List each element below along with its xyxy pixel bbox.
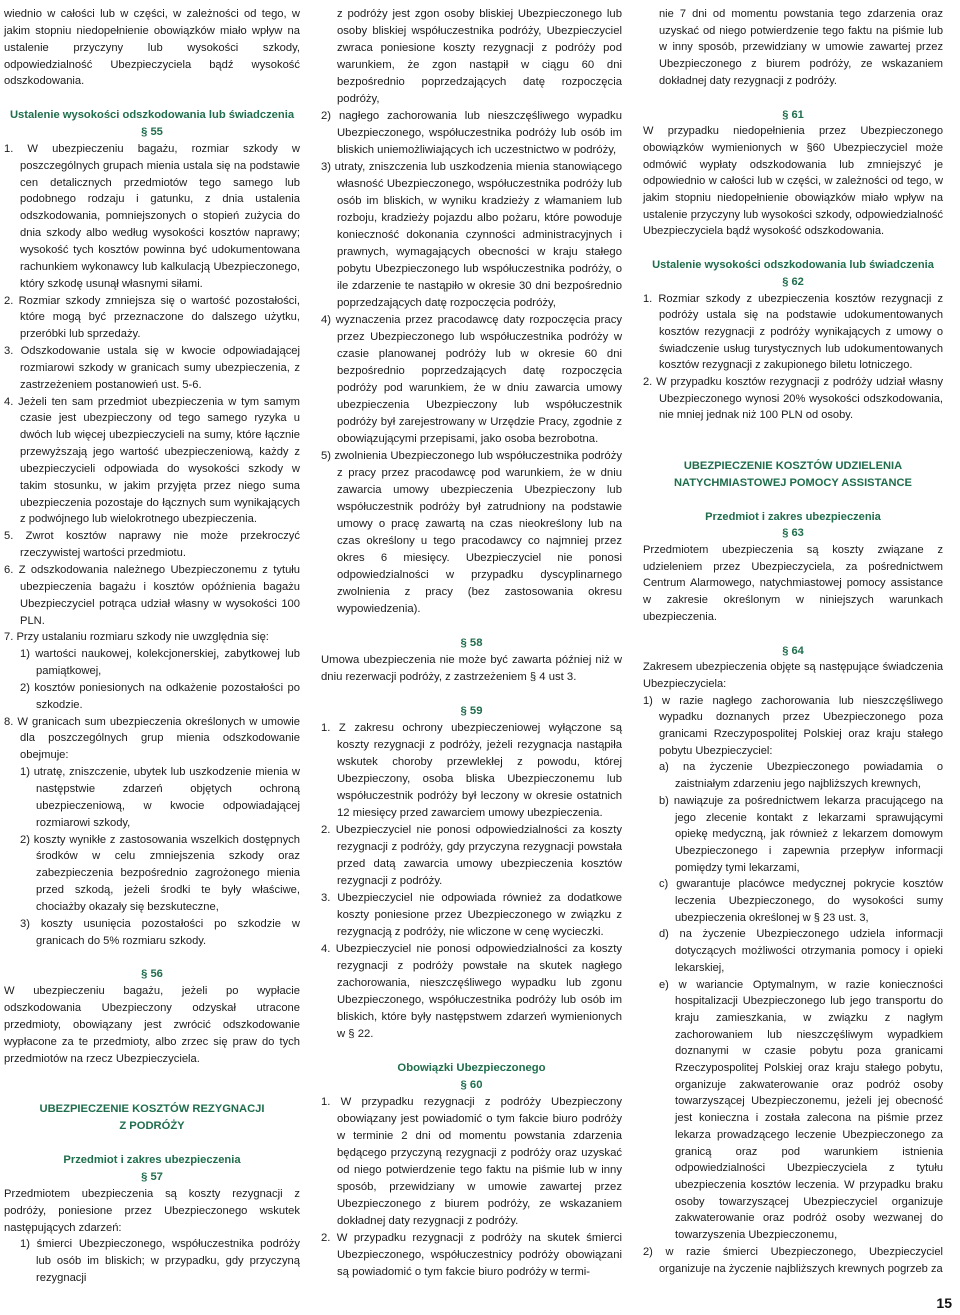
paragraph-55-6: 6. Z odszkodowania należnego Ubezpieczonemu z tytułu ubezpieczenia bagażu i kosztów opóźnienia bagażu Ubezpieczyciel potrąca udział własny w wysokości 100 PLN. [4,564,300,627]
heading-chapter-rezygnacja-line1: UBEZPIECZENIE KOSZTÓW REZYGNACJI [39,1103,265,1116]
paragraph-64: Zakresem ubezpieczenia objęte są następujące świadczenia Ubezpieczyciela: [643,661,943,690]
paragraph-55-7: 7. Przy ustalaniu rozmiaru szkody nie uwzględnia się: [4,631,269,644]
heading-section-59: § 59 [460,705,483,717]
list-item-64-2: 2) w razie śmierci Ubezpieczonego, Ubezpieczyciel organizuje na życzenie najbliższych krewnych pogrzeb za [643,1245,943,1275]
heading-section-64: § 64 [782,644,804,657]
list-item-64-1: 1) w razie nagłego zachorowania lub nieszczęśliwego wypadku doznanych przez Ubezpieczonego poza granicami Rzeczypospolitej Polskiej oraz kraju stałego pobytu Ubezpieczyciel: [643,694,943,757]
list-item-57-1-continued: z podróży jest zgon osoby bliskiej Ubezpieczonego lub osoby bliskiej współuczestnika podróży, Ubezpieczyciel zwraca poniesione koszty rezygnacji z podróży pod warunkiem, że zgon nastąpił w ciągu 60 dni bezpośrednio poprzedzających datę rozpoczęcia podróży, [337,8,622,105]
list-item-64-1-c: c) gwarantuje placówce medycznej pokrycie kosztów leczenia Ubezpieczonego, do wysokości sumy ubezpieczenia określonej w § 23 ust. 3, [659,878,943,924]
list-item-55-8-2: 2) koszty wynikłe z zastosowania wszelkich dostępnych środków w celu zmniejszenia szkody oraz zabezpieczenia bezpośrednio zagrożonego mienia przed szkodą, jeżeli środki te były właściwe, chociażby okazały się bezskuteczne, [20,833,300,913]
heading-section-63: § 63 [782,527,804,540]
paragraph-60-1: 1. W przypadku rezygnacji z podróży Ubezpieczony obowiązany jest powiadomić o tym fakcie biuro podróży w terminie 2 dni od momentu powstania zdarzenia będącego przyczyną rezygnacji z podróży oraz uzyskać od niego potwierdzenie tego faktu na piśmie lub w inny sposób, przewidziany w umowie zawartej przez Ubezpieczonego z biurem podróży, ze wskazaniem dokładnej daty rezygnacji z podróży. [321,1096,622,1227]
paragraph-55-5: 5. Zwrot kosztów naprawy nie może przekroczyć rzeczywistej wartości przedmiotu. [4,530,300,560]
list-item-55-7-1: 1) wartości naukowej, kolekcjonerskiej, zabytkowej lub pamiątkowej, [20,648,300,678]
paragraph-60-2-continued: nie 7 dni od momentu powstania tego zdarzenia oraz uzyskać od niego potwierdzenie tego faktu na piśmie lub w inny sposób, przewidziany w umowie zawartej przez Ubezpieczonego z biurem podróży, ze wskazaniem dokładnej daty rezygnacji z podróży. [659,8,943,87]
paragraph-58: Umowa ubezpieczenia nie może być zawarta później niż w dniu rezerwacji podróży, z zastrzeżeniem § 4 ust 3. [321,654,622,683]
heading-section-55: § 55 [141,126,163,139]
heading-chapter-assistance-line1: UBEZPIECZENIE KOSZTÓW UDZIELENIA [683,460,903,473]
list-item-57-2: 2) nagłego zachorowania lub nieszczęśliwego wypadku Ubezpieczonego, współuczestnika podróży lub osób im bliskich uniemożliwiających ich uczestnictwo w podróży, [321,110,622,156]
list-item-57-3: 3) utraty, zniszczenia lub uszkodzenia mienia stanowiącego własność Ubezpieczonego, współuczestnika podróży lub osób im bliskich, w wyniku kradzieży z włamaniem lub rozboju, kradzieży pojazdu albo pożaru, które powoduje konieczność dokonania czynności administracyjnych i prawnych, wymagających obecności w kraju stałego pobytu Ubezpieczonego lub współuczestnika podróży, o ile zdarzenie te nastąpiło w okresie 30 dni bezpośrednio poprzedzających datę rozpoczęcia podróży, [321,161,622,309]
paragraph-63: Przedmiotem ubezpieczenia są koszty związane z udzieleniem przez Ubezpieczyciela, za pośrednictwem Centrum Alarmowego, natychmiastowej pomocy assistance w zakresie określonym w niniejszych warunkach ubezpieczenia. [643,543,943,623]
paragraph-intro: wiednio w całości lub w części, w zależności od tego, w jakim stopniu niedopełnienie obowiązków miało wpływ na ustalenie przyczyny lub wysokości szkody, odpowiedzialność Ubezpieczyciela bądź wysokość odszkodowania. [4,8,300,88]
paragraph-55-2: 2. Rozmiar szkody zmniejsza się o wartość pozostałości, które mogą być przeznaczone do dalszego użytku, przeróbki lub sprzedaży. [4,294,300,341]
list-item-57-5: 5) zwolnienia Ubezpieczonego lub współuczestnika podróży z pracy przez pracodawcę pod warunkiem, że w dniu zawarcia umowy ubezpieczenia Ubezpieczony lub współuczestnik podróży był zatrudniony na podstawie umowy o pracę zawartą na czas nieokreślony lub na czas określony u tego pracodawcy co najmniej przez okres 6 miesięcy. Ubezpieczyciel nie ponosi odpowiedzialności w przypadku dyscyplinarnego zwolnienia z pracy (bez zastosowania okresu wypowiedzenia). [321,450,622,615]
paragraph-62-1: 1. Rozmiar szkody z ubezpieczenia kosztów rezygnacji z podróży ustala się na podstawie udokumentowanych kosztów rezygnacji z podróży wynikających z umowy o świadczenie usług turystycznych lub udokumentowanych kosztów rezygnacji z zakupionego biletu lotniczego. [643,292,943,372]
paragraph-59-3: 3. Ubezpieczyciel nie odpowiada również za dodatkowe koszty poniesione przez Ubezpieczonego w związku z rezygnacją z podróży, nie wliczone w cenę wycieczki. [321,892,622,938]
paragraph-62-2: 2. W przypadku kosztów rezygnacji z podróży udział własny Ubezpieczonego wynosi 20% wysokości odszkodowania, nie mniej jednak niż 100 PLN od osoby. [643,376,943,422]
paragraph-55-3: 3. Odszkodowanie ustala się w kwocie odpowiadającej rozmiarowi szkody w granicach sumy ubezpieczenia, z zastrzeżeniem postanowień ust. 5-6. [4,345,300,391]
list-item-55-8-3: 3) koszty usunięcia pozostałości po szkodzie w granicach do 5% rozmiaru szkody. [20,917,300,947]
heading-section-61: § 61 [782,108,804,121]
paragraph-61: W przypadku niedopełnienia przez Ubezpieczonego obowiązków wymienionych w §60 Ubezpieczyciel może odmówić wypłaty odszkodowania lub zmniejszyć je odpowiednio w całości lub w części, w zależności od tego, w jakim stopniu niedopełnienie obowiązków miało wpływ na ustalenie przyczyny lub wysokości szkody, odpowiedzialność Ubezpieczyciela bądź wysokość odszkodowania. [643,125,943,238]
heading-ustalenie-2: Ustalenie wysokości odszkodowania lub świadczenia [652,259,934,272]
heading-przedmiot: Przedmiot i zakres ubezpieczenia [63,1154,241,1167]
paragraph-59-4: 4. Ubezpieczyciel nie ponosi odpowiedzialności za koszty rezygnacji z podróży powstałe na skutek nagłego zachorowania, nieszczęśliwego wypadku lub zgonu Ubezpieczonego, współuczestnika podróży lub osób im bliskich, które były następstwem zdarzeń wymienionych w § 22. [321,943,622,1040]
list-item-55-7-2: 2) kosztów poniesionych na odkażenie pozostałości po szkodzie. [20,681,300,711]
paragraph-56: W ubezpieczeniu bagażu, jeżeli po wypłacie odszkodowania Ubezpieczony odzyskał utracone przedmioty, obowiązany jest zwrócić odszkodowanie wypłacone za te przedmioty, albo zrzec się praw do tych przedmiotów na rzecz Ubezpieczyciela. [4,985,300,1065]
column-left [4,6,300,1287]
list-item-64-1-a: a) na życzenie Ubezpieczonego powiadamia o zaistniałym zdarzeniu jego najbliższych krewnych, [659,761,943,791]
heading-chapter-assistance-line2: NATYCHMIASTOWEJ POMOCY ASSISTANCE [674,476,912,489]
heading-section-62: § 62 [782,275,804,288]
list-item-55-8-1: 1) utratę, zniszczenie, ubytek lub uszkodzenie mienia w następstwie zdarzeń objętych ochroną ubezpieczeniową, w kwocie odpowiadającej rozmiarowi szkody, [20,766,300,829]
heading-ustalenie: Ustalenie wysokości odszkodowania lub świadczenia [9,109,295,122]
list-item-57-1: 1) śmierci Ubezpieczonego, współuczestnika podróży lub osób im bliskich; w przypadku, gdy przyczyną rezygnacji [20,1238,300,1285]
list-item-64-1-b: b) nawiązuje za pośrednictwem lekarza pracującego na jego zlecenie kontakt z lekarzami sprawującymi opiekę medyczną, jak również z lekarzem domowym Ubezpieczonego i zapewnia przepływ informacji pomiędzy tymi lekarzami, [659,794,943,874]
list-item-57-4: 4) wyznaczenia przez pracodawcę daty rozpoczęcia pracy przez Ubezpieczonego lub współuczestnika podróży w czasie planowanej podróży lub w okresie 60 dni bezpośrednio poprzedzających datę rozpoczęcia podróży pod warunkiem, że w dniu zawarcia umowy ubezpieczenia Ubezpieczony lub współuczestnik podróży był zarejestrowany w Urzędzie Pracy, zgodnie z obowiązującymi przepisami, jako osoba bezrobotna. [321,314,622,445]
page-number: 15 [936,1295,952,1311]
paragraph-55-1: 1. W ubezpieczeniu bagażu, rozmiar szkody w poszczególnych grupach mienia ustala się na podstawie cen detalicznych przedmiotów tego samego lub podobnego rodzaju i gatunku, z dnia ustalenia odszkodowania, pomniejszonych o stopień zużycia do dnia szkody albo według wysokości kosztów naprawy; wysokość tych kosztów powinna być udokumentowana rachunkiem wykonawcy lub kalkulacją Ubezpieczonego, który szkodę usunął własnymi siłami. [4,142,300,290]
heading-chapter-rezygnacja-line2: Z PODRÓŻY [119,1120,185,1133]
paragraph-55-8: 8. W granicach sum ubezpieczenia określonych w umowie dla poszczególnych grup mienia odszkodowanie obejmuje: [4,715,300,762]
paragraph-55-4: 4. Jeżeli ten sam przedmiot ubezpieczenia w tym samym czasie jest ubezpieczony od tego samego ryzyka u dwóch lub więcej ubezpieczycieli na sumy, które łącznie przewyższają jego wartość ubezpieczeniową, każdy z ubezpieczycieli odpowiada do wysokości szkody w takim stosunku, w jakim przyjęta przez niego suma ubezpieczenia pozostaje do łącznych sum wynikających z podwójnego lub wielokrotnego ubezpieczenia. [4,395,300,526]
heading-section-56: § 56 [141,968,163,981]
paragraph-60-2: 2. W przypadku rezygnacji z podróży na skutek śmierci Ubezpieczonego, współuczestnicy podróży obowiązani są powiadomić o tym fakcie biuro podróży w termi- [321,1232,622,1278]
column-right [643,6,943,1277]
heading-section-57: § 57 [141,1171,163,1183]
column-middle [321,6,622,1281]
paragraph-59-2: 2. Ubezpieczyciel nie ponosi odpowiedzialności za koszty rezygnacji z podróży, gdy przyczyna rezygnacji powstała przed datą zawarcia umowy ubezpieczenia kosztów rezygnacji z podróży. [321,824,622,887]
heading-section-60: § 60 [460,1079,483,1091]
heading-obowiazki: Obowiązki Ubezpieczonego [397,1062,546,1074]
heading-section-58: § 58 [460,637,483,649]
list-item-64-1-d: d) na życzenie Ubezpieczonego udziela informacji dotyczących możliwości otrzymania pomocy i opieki lekarskiej, [659,928,943,974]
list-item-64-1-e: e) w wariancie Optymalnym, w razie konieczności hospitalizacji Ubezpieczonego lub jego transportu do kraju zamieszkania, w związku z nagłym zachorowaniem lub nieszczęśliwym wypadkiem doznanymi w czasie pobytu poza granicami Rzeczypospolitej Polskiej oraz kraju stałego pobytu, organizuje zakwaterowanie oraz podróż osoby towarzyszącej Ubezpieczonemu, jeżeli jej obecność jest konieczna i została zalecona na piśmie przez lekarza prowadzącego leczenie Ubezpieczonego za granicą oraz pod warunkiem istnienia odpowiedzialności Ubezpieczyciela z tytułu ubezpieczenia kosztów leczenia. W przypadku braku osoby towarzyszącej Ubezpieczyciel organizuje zakwaterowanie oraz podróż osoby wezwanej do towarzyszenia Ubezpieczonemu, [659,978,943,1242]
heading-przedmiot-2: Przedmiot i zakres ubezpieczenia [705,510,881,523]
paragraph-59-1: 1. Z zakresu ochrony ubezpieczeniowej wyłączone są koszty rezygnacji z podróży, jeżeli rezygnacja nastąpiła wskutek choroby przewlekłej z powodu, której Ubezpieczony, osoba bliska Ubezpieczonemu lub współuczestnik podróży był leczony w okresie ostatnich 12 miesięcy przed zawarciem umowy ubezpieczenia. [321,722,622,819]
paragraph-57: Przedmiotem ubezpieczenia są koszty rezygnacji z podróży, poniesione przez Ubezpieczonego wskutek następujących zdarzeń: [4,1187,300,1234]
